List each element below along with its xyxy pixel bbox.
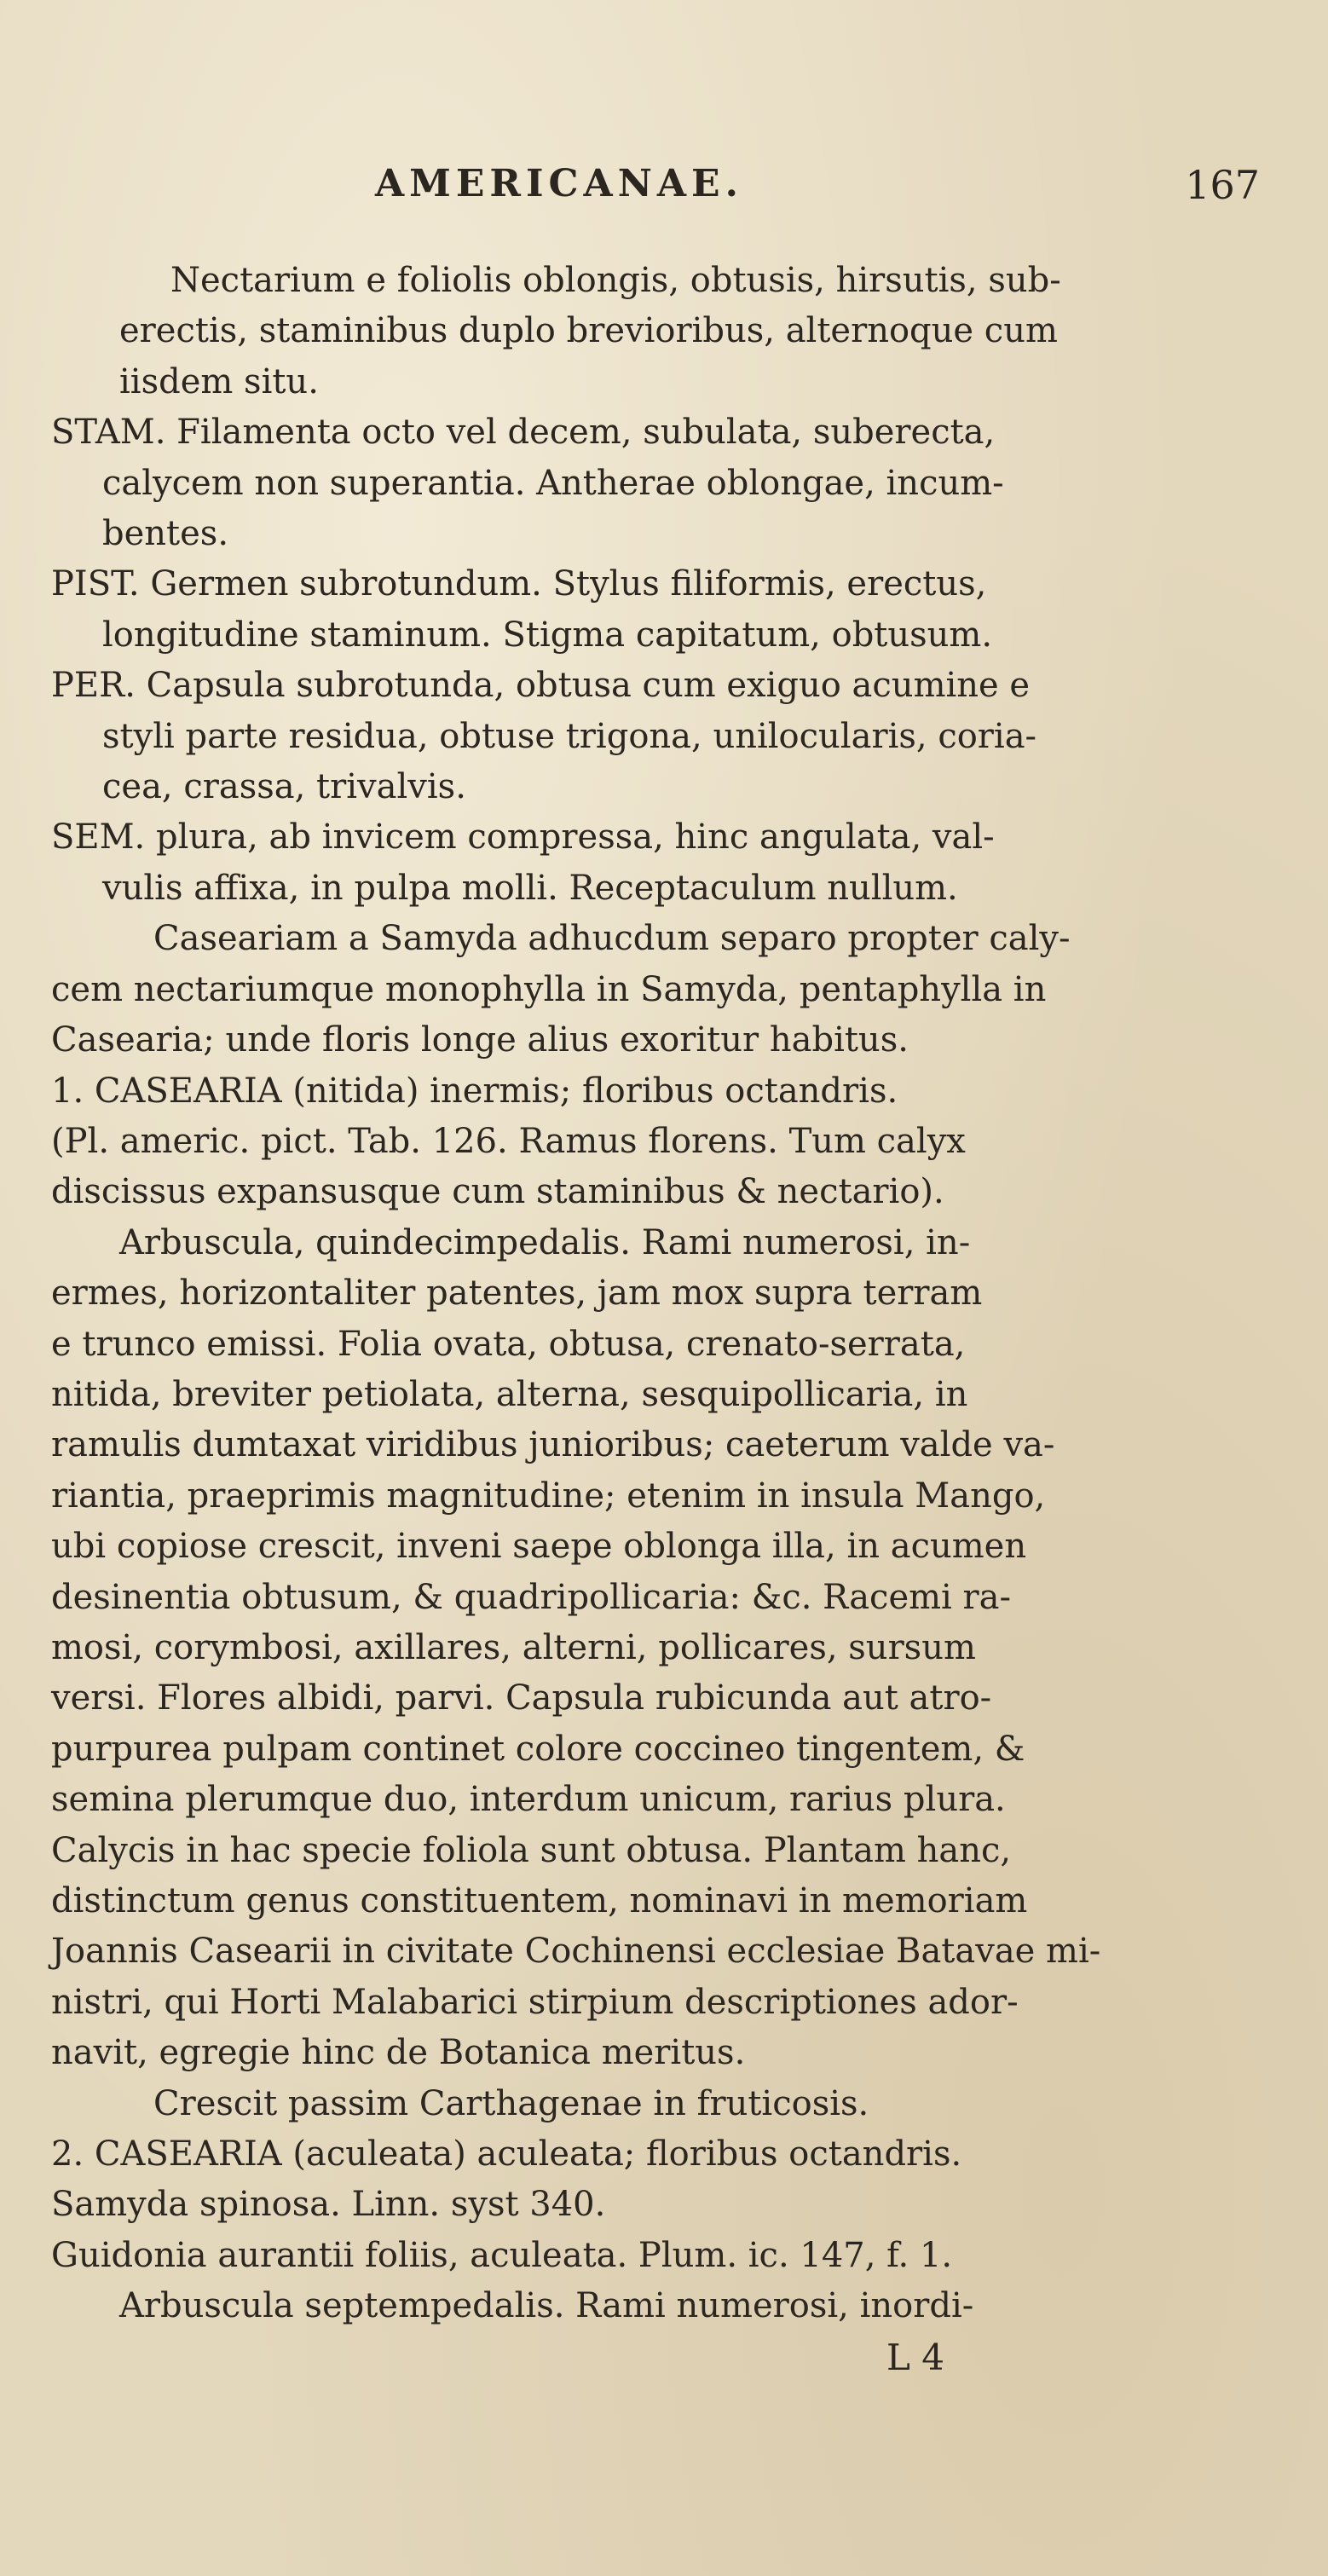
text-line: bentes.	[102, 514, 229, 554]
text-line: semina plerumque duo, interdum unicum, rarius plura.	[51, 1780, 1006, 1820]
text-line: SEM. plura, ab invicem compressa, hinc angulata, val-	[51, 817, 995, 858]
text-line: Samyda spinosa. Linn. syst 340.	[51, 2185, 606, 2225]
text-line: 1. CASEARIA (nitida) inermis; floribus octandris.	[51, 1071, 898, 1111]
text-line: longitudine staminum. Stigma capitatum, obtusum.	[102, 615, 993, 655]
body-text	[34, 256, 1168, 2383]
text-line: Crescit passim Carthagenae in fruticosis.	[153, 2083, 869, 2123]
text-line: mosi, corymbosi, axillares, alterni, pollicares, sursum	[51, 1627, 976, 1667]
signature-mark: L 4	[886, 2336, 944, 2378]
text-line: cem nectariumque monophylla in Samyda, pentaphylla in	[51, 969, 1047, 1009]
text-line: versi. Flores albidi, parvi. Capsula rubicunda aut atro-	[51, 1678, 992, 1718]
text-line: Casearia; unde floris longe alius exoritur habitus.	[51, 1020, 909, 1060]
text-line: navit, egregie hinc de Botanica meritus.	[51, 2033, 746, 2073]
text-line: STAM. Filamenta octo vel decem, subulata, suberecta,	[51, 413, 996, 453]
text-line: e trunco emissi. Folia ovata, obtusa, crenato-serrata,	[51, 1324, 966, 1364]
text-line: Joannis Casearii in civitate Cochinensi ecclesiae Batavae mi-	[51, 1932, 1101, 1972]
text-line: PIST. Germen subrotundum. Stylus filiformis, erectus,	[51, 564, 987, 604]
text-line: vulis affixa, in pulpa molli. Receptaculum nullum.	[102, 868, 958, 908]
text-line: calycem non superantia. Antherae oblongae, incum-	[102, 463, 1004, 503]
text-line: PER. Capsula subrotunda, obtusa cum exiguo acumine e	[51, 666, 1031, 706]
text-line: nistri, qui Horti Malabarici stirpium descriptiones ador-	[51, 1982, 1019, 2022]
text-line: styli parte residua, obtuse trigona, unilocularis, coria-	[102, 716, 1037, 756]
text-line: iisdem situ.	[119, 361, 319, 401]
text-line: cea, crassa, trivalvis.	[102, 767, 466, 807]
text-line: ermes, horizontaliter patentes, jam mox supra terram	[51, 1274, 983, 1314]
text-line: nitida, breviter petiolata, alterna, sesquipollicaria, in	[51, 1374, 968, 1414]
text-line: Guidonia aurantii foliis, aculeata. Plum. ic. 147, f. 1.	[51, 2235, 953, 2275]
text-line: riantia, praeprimis magnitudine; etenim in insula Mango,	[51, 1476, 1046, 1516]
text-line: (Pl. americ. pict. Tab. 126. Ramus florens. Tum calyx	[51, 1121, 966, 1161]
text-line: desinentia obtusum, & quadripollicaria: &c. Racemi ra-	[51, 1577, 1012, 1617]
text-line: Nectarium e foliolis oblongis, obtusis, hirsutis, sub-	[170, 261, 1061, 300]
text-line: purpurea pulpam continet colore coccineo tingentem, &	[51, 1729, 1025, 1769]
text-line: Arbuscula septempedalis. Rami numerosi, inordi-	[119, 2286, 974, 2326]
text-line: Calycis in hac specie foliola sunt obtusa. Plantam hanc,	[51, 1830, 1012, 1870]
text-line: Arbuscula, quindecimpedalis. Rami numerosi, in-	[119, 1222, 971, 1262]
text-line: ramulis dumtaxat viridibus junioribus; caeterum valde va-	[51, 1425, 1055, 1465]
text-line: Caseariam a Samyda adhucdum separo propter caly-	[153, 919, 1071, 959]
page-number: 167	[1185, 162, 1260, 208]
page-header	[0, 162, 1328, 230]
text-line: discissus expansusque cum staminibus & nectario).	[51, 1172, 944, 1212]
text-line: distinctum genus constituentem, nominavi in memoriam	[51, 1881, 1028, 1920]
text-line: ubi copiose crescit, inveni saepe oblonga illa, in acumen	[51, 1527, 1027, 1567]
text-line: 2. CASEARIA (aculeata) aculeata; floribus octandris.	[51, 2134, 962, 2175]
running-title: AMERICANAE.	[375, 162, 743, 205]
text-line: erectis, staminibus duplo brevioribus, alternoque cum	[119, 311, 1058, 351]
